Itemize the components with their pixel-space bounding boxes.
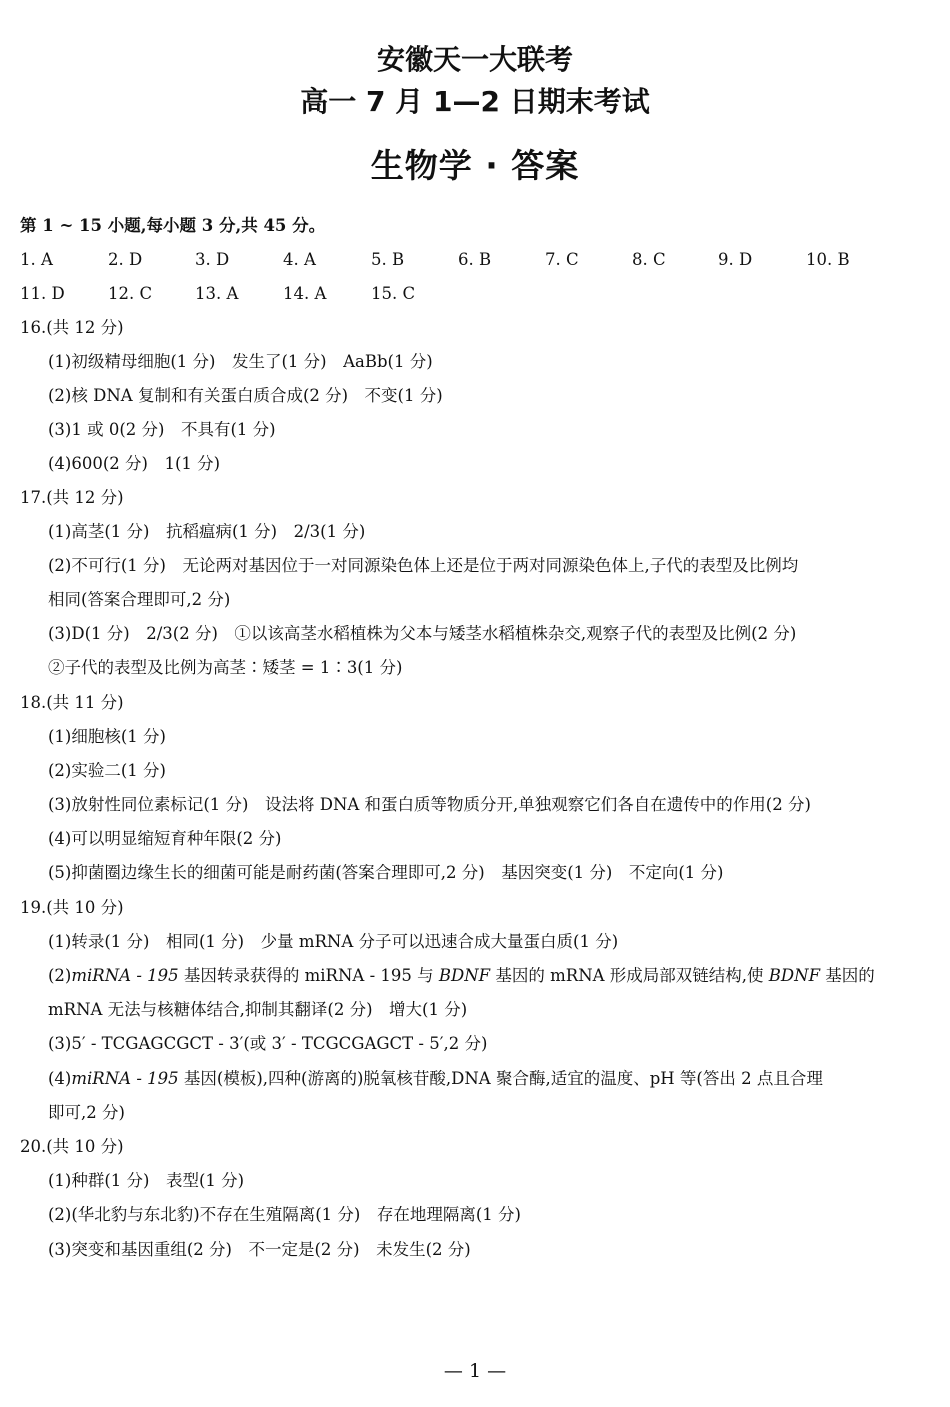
mc-answer: 5. B <box>371 250 405 269</box>
q19-head: 19.(共 10 分) <box>20 898 124 917</box>
q19-a4-prefix: (4) <box>48 1069 72 1088</box>
q19-answer-2-line1 <box>48 959 933 993</box>
mc-answer: 11. D <box>20 284 65 303</box>
q16-answer-2: (2)核 DNA 复制和有关蛋白质合成(2 分) 不变(1 分) <box>48 386 443 405</box>
q19-a2-prefix: (2) <box>48 966 72 985</box>
q19-answer-4-line1 <box>48 1062 933 1096</box>
q16-answer-3: (3)1 或 0(2 分) 不具有(1 分) <box>48 420 276 439</box>
gene-name: miRNA - 195 <box>71 966 179 985</box>
q20-answer-3: (3)突变和基因重组(2 分) 不一定是(2 分) 未发生(2 分) <box>48 1240 471 1259</box>
mc-answer: 7. C <box>545 250 579 269</box>
header-exam: 高一 7 月 1—2 日期末考试 <box>300 85 650 118</box>
q19-answer-3: (3)5′ - TCGAGCGCT - 3′(或 3′ - TCGCGAGCT - 5′,2 分) <box>48 1034 488 1053</box>
header-subject: 生物学 · 答案 <box>370 146 580 185</box>
q17-head: 17.(共 12 分) <box>20 488 124 507</box>
mc-answer: 10. B <box>806 250 850 269</box>
mc-answer: 6. B <box>458 250 492 269</box>
q17-answer-3-line2: ②子代的表型及比例为高茎∶矮茎 = 1∶3(1 分) <box>48 658 403 677</box>
section1-intro: 第 1 ~ 15 小题,每小题 3 分,共 45 分。 <box>20 216 326 235</box>
q19-answer-4-line2: 即可,2 分) <box>48 1103 125 1122</box>
gene-name: miRNA - 195 <box>71 1069 179 1088</box>
q18-answer-1: (1)细胞核(1 分) <box>48 727 166 746</box>
mc-answer: 2. D <box>108 250 143 269</box>
mc-answer: 8. C <box>632 250 666 269</box>
page-number: — 1 — <box>443 1360 507 1382</box>
q18-answer-2: (2)实验二(1 分) <box>48 761 166 780</box>
mc-answer: 4. A <box>283 250 316 269</box>
q20-answer-2: (2)(华北豹与东北豹)不存在生殖隔离(1 分) 存在地理隔离(1 分) <box>48 1205 521 1224</box>
q19-a2-text: 基因的 mRNA 形成局部双链结构,使 <box>490 966 769 985</box>
gene-name: BDNF <box>768 966 821 985</box>
q19-a2-text: 基因转录获得的 miRNA - 195 与 <box>178 966 439 985</box>
q17-answer-2-line2: 相同(答案合理即可,2 分) <box>48 590 231 609</box>
mc-answer: 13. A <box>195 284 239 303</box>
mc-answer: 9. D <box>718 250 753 269</box>
gene-name: BDNF <box>438 966 491 985</box>
q16-answer-4: (4)600(2 分) 1(1 分) <box>48 454 221 473</box>
q16-head: 16.(共 12 分) <box>20 318 124 337</box>
q18-answer-3: (3)放射性同位素标记(1 分) 设法将 DNA 和蛋白质等物质分开,单独观察它们各自在遗传中的作用(2 分) <box>48 795 811 814</box>
q18-answer-4: (4)可以明显缩短育种年限(2 分) <box>48 829 282 848</box>
q17-answer-3-line1: (3)D(1 分) 2/3(2 分) ①以该高茎水稻植株为父本与矮茎水稻植株杂交,观察子代的表型及比例(2 分) <box>48 624 797 643</box>
q20-answer-1: (1)种群(1 分) 表型(1 分) <box>48 1171 245 1190</box>
header-org: 安徽天一大联考 <box>376 43 573 76</box>
mc-answer: 15. C <box>371 284 416 303</box>
mc-answer: 12. C <box>108 284 153 303</box>
q18-head: 18.(共 11 分) <box>20 693 124 712</box>
q18-answer-5: (5)抑菌圈边缘生长的细菌可能是耐药菌(答案合理即可,2 分) 基因突变(1 分) 不定向(1 分) <box>48 863 724 882</box>
mc-answer: 14. A <box>283 284 327 303</box>
q19-a2-text: 基因的 <box>820 966 875 985</box>
q17-answer-1: (1)高茎(1 分) 抗稻瘟病(1 分) 2/3(1 分) <box>48 522 366 541</box>
mc-answer: 1. A <box>20 250 53 269</box>
q20-head: 20.(共 10 分) <box>20 1137 124 1156</box>
q19-a4-text: 基因(模板),四种(游离的)脱氧核苷酸,DNA 聚合酶,适宜的温度、pH 等(答出 2 点且合理 <box>178 1069 823 1088</box>
q19-answer-1: (1)转录(1 分) 相同(1 分) 少量 mRNA 分子可以迅速合成大量蛋白质(1 分) <box>48 932 619 951</box>
q17-answer-2-line1: (2)不可行(1 分) 无论两对基因位于一对同源染色体上还是位于两对同源染色体上,子代的表型及比例均 <box>48 556 799 575</box>
mc-answer: 3. D <box>195 250 230 269</box>
q16-answer-1: (1)初级精母细胞(1 分) 发生了(1 分) AaBb(1 分) <box>48 352 433 371</box>
q19-answer-2-line2: mRNA 无法与核糖体结合,抑制其翻译(2 分) 增大(1 分) <box>48 1000 468 1019</box>
